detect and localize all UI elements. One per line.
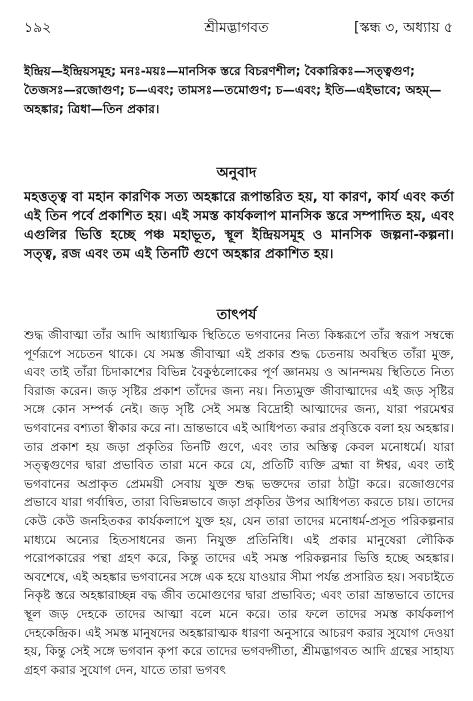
chapter-reference: [স্কন্ধ ৩, অধ্যায় ৫ — [354, 20, 453, 36]
synonyms-paragraph: ইন্দ্রিয়—ইন্দ্রিয়সমূহ; মনঃ-ময়ঃ—মানসিক স্তরে বিচরণশীল; বৈকারিকঃ—সত্ত্বগুণ; তৈজসঃ—রজোগুণ; চ—এবং; তামসঃ—তমোগুণ; চ—এবং; ইতি—এইভাবে; অহম্—অহঙ্কার; ত্রিধা—তিন প্রকার। — [24, 64, 442, 116]
translation-heading: অনুবাদ — [216, 165, 257, 181]
page-header — [0, 0, 473, 52]
running-title: শ্রীমদ্ভাগবত — [204, 20, 269, 36]
page-number: ১৯২ — [24, 20, 52, 36]
translation-paragraph: মহত্তত্ত্ব বা মহান কারণিক সত্য অহঙ্কারে রূপান্তরিত হয়, যা কারণ, কার্য এবং কর্তা এই তিন পর্বে প্রকাশিত হয়। এই সমস্ত কার্যকলাপ মানসিক স্তরে সম্পাদিত হয়, এবং এগুলির ভিত্তি হচ্ছে পঞ্চ মহাভূত, স্থূল ইন্দ্রিয়সমূহ ও মানসিক জল্পনা-কল্পনা। সত্ত্ব, রজ এবং তম এই তিনটি গুণে অহঙ্কার প্রকাশিত হয়। — [24, 190, 454, 262]
purport-paragraph: শুদ্ধ জীবাত্মা তাঁর আদি আধ্যাত্মিক স্থিতিতে ভগবানের নিত্য কিঙ্করূপে তাঁর স্বরূপ সম্বন্ধে পূর্ণরূপে সচেতন থাকে। যে সমস্ত জীবাত্মা এই প্রকার শুদ্ধ চেতনায় অবস্থিত তাঁরা মুক্ত, এবং তাই তাঁরা চিদাকাশের বিভিন্ন বৈকুণ্ঠলোকের পূর্ণ জ্ঞানময় ও আনন্দময় স্থিতিতে নিত্য বিরাজ করেন। জড় সৃষ্টির প্রকাশ তাঁদের জন্য নয়। নিত্যমুক্ত জীবাত্মাদের এই জড় সৃষ্টির সঙ্গে কোন সম্পর্ক নেই। জড় সৃষ্টি সেই সমস্ত বিদ্রোহী আত্মাদের জন্য, যারা পরমেশ্বর ভগবানের বশ্যতা স্বীকার করে না। ভ্রান্তভাবে এই আধিপত্য করার প্রবৃত্তিকে বলা হয় অহঙ্কার। তার প্রকাশ হয় জড়া প্রকৃতির তিনটি গুণে, এবং তার অস্তিত্ব কেবল মনোধর্মে। যারা সত্ত্বগুণের দ্বারা প্রভাবিত তারা মনে করে যে, প্রতিটি ব্যক্তি ব্রহ্মা বা ঈশ্বর, এবং তাই ভগবানের অপ্রাকৃত প্রেমময়ী সেবায় যুক্ত শুদ্ধ ভক্তদের তারা ঠাট্টা করে। রজোগুণের প্রভাবে যারা গর্বান্বিত, তারা বিভিন্নভাবে জড়া প্রকৃতির উপর আধিপত্য করতে চায়। তাদের কেউ কেউ জনহিতকর কার্যকলাপে যুক্ত হয়, যেন তারা তাদের মনোধর্ম-প্রসূত পরিকল্পনার মাধ্যমে অন্যের হিতসাধনের জন্য নিযুক্ত প্রতিনিধি। এই প্রকার মানুষেরা লৌকিক পরোপকারের পন্থা গ্রহণ করে, কিন্তু তাদের এই সমস্ত পরিকল্পনার ভিত্তি হচ্ছে অহঙ্কার। অবশেষে, এই অহঙ্কার ভগবানের সঙ্গে এক হয়ে যাওয়ার সীমা পর্যন্ত প্রসারিত হয়। সবচাইতে নিকৃষ্ট স্তরে অহঙ্কারাচ্ছন্ন বদ্ধ জীব তমোগুণের দ্বারা প্রভাবিত; এবং তারা ভ্রান্তভাবে তাদের স্থূল জড় দেহকে তাদের আত্মা বলে মনে করে। তার ফলে তাদের সমস্ত কার্যকলাপ দেহকেন্দ্রিক। এই সমস্ত মানুষদের অহঙ্কারাত্মক ধারণা অনুসারে আচরণ করার সুযোগ দেওয়া হয়, কিন্তু সেই সঙ্গে ভগবান কৃপা করে তাদের ভগবদ্গীতা, শ্রীমদ্ভাগবত আদি গ্রন্থের সাহায্য গ্রহণ করার সুযোগ দেন, যাতে তারা ভগবৎ — [24, 328, 455, 677]
purport-heading: তাৎপর্য — [216, 307, 257, 323]
